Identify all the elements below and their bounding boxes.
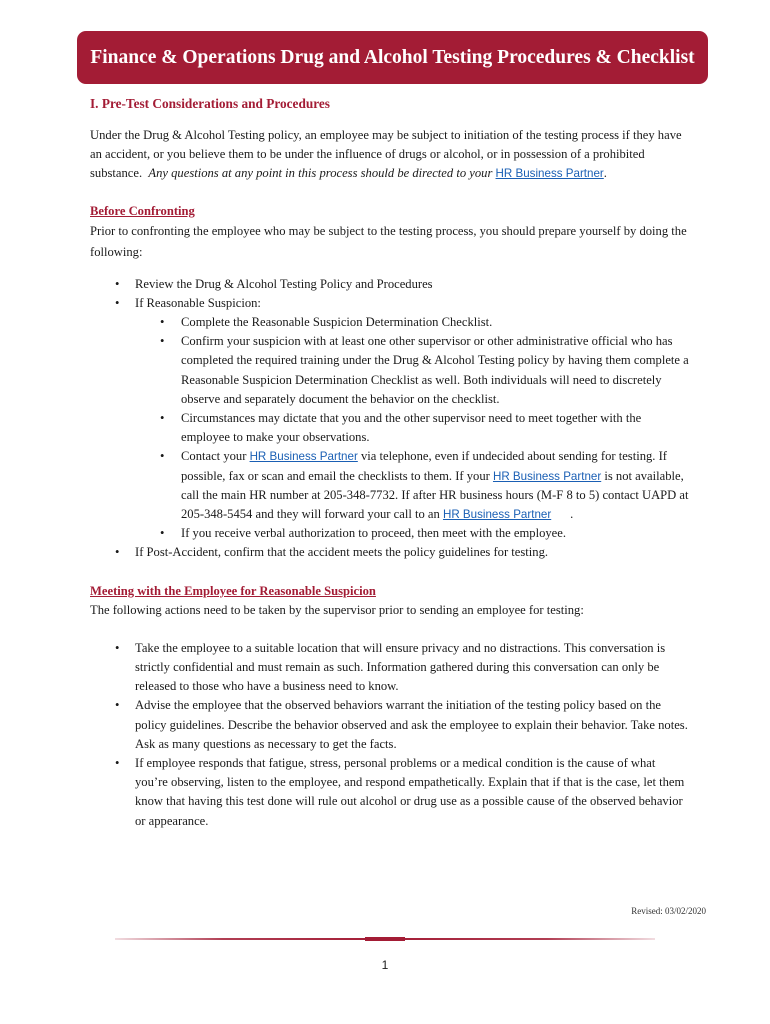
list-item: • Contact your HR Business Partner via telephone, even if undecided about sending for testing. If possible, fax or scan and email the checklists to them. If your HR Business Partner is not available, call the main HR number at 205-348-7732. If after HR business hours (M-F 8 to 5) contact UAPD at 205-348-5454 and they will forward your call to an HR Business Partner . [135, 447, 690, 524]
before-confronting-heading: Before Confronting [90, 203, 195, 218]
intro-text: Under the Drug & Alcohol Testing policy, an employee may be subject to initiation of the testing process if they have an accident, or you believe them to be under the influence of drugs or alcohol, or in possession of a prohibited substance. [90, 128, 682, 181]
list-item: • Take the employee to a suitable location that will ensure privacy and no distractions. This conversation is strictly confidential and must remain as such. Information gathered during this conversation can only be released to those who have a business need to know. [90, 639, 690, 697]
document-body [90, 94, 690, 831]
list-item: • If Reasonable Suspicion: • Complete the Reasonable Suspicion Determination Checklist. • Confirm your suspicion with at least one other supervisor or other administrative official who has completed the required training under the Drug & Alcohol Testing policy by having them complete a Reasonable Suspicion Determination Checklist as well. Both individuals will need to discretely observe and separately document the behavior on the checklist. • Circumstances may dictate that you and the other supervisor need to meet together with the employee to make your observations. • Contact your HR Business Partner via telephone, even if undecided about sending for testing. If possible, fax or scan and email the checklists to them. If your HR Business Partner is not available, call the main HR number at 205-348-7732. If after HR business hours (M-F 8 to 5) contact UAPD at 205-348-5454 and they will forward your call to an HR Business Partner . • If you receive verbal authorization to proceed, then meet with the employee. [90, 294, 690, 544]
intro-paragraph [90, 126, 690, 184]
list-item: • Circumstances may dictate that you and the other supervisor need to meet together with the employee to make your observations. [135, 409, 690, 447]
hr-business-partner-link[interactable]: HR Business Partner [442, 508, 552, 522]
footer-divider [115, 937, 655, 941]
revised-date: Revised: 03/02/2020 [631, 906, 706, 916]
list-item: • Complete the Reasonable Suspicion Determination Checklist. [135, 313, 690, 332]
list-item: • Review the Drug & Alcohol Testing Policy and Procedures [90, 275, 690, 294]
list-item: • Advise the employee that the observed behaviors warrant the initiation of the testing policy based on the policy guidelines. Describe the behavior observed and ask the employee to explain their behavior. Take notes. Ask as many questions as necessary to get the facts. [90, 696, 690, 754]
list-item: • If employee responds that fatigue, stress, personal problems or a medical condition is the cause of what you’re observing, listen to the employee, and respond empathetically. Explain that if that is the case, let them know that having this test done will rule out alcohol or drug use as a possible cause of the observed behavior or appearance. [90, 754, 690, 831]
intro-italic: Any questions at any point in this process should be directed to your [148, 166, 493, 181]
list-item: • Confirm your suspicion with at least one other supervisor or other administrative official who has completed the required training under the Drug & Alcohol Testing policy by having them complete a Reasonable Suspicion Determination Checklist as well. Both individuals will need to discretely observe and separately document the behavior on the checklist. [135, 332, 690, 409]
before-confronting-list [90, 275, 690, 563]
title-banner [77, 31, 708, 84]
hr-business-partner-link[interactable]: HR Business Partner [495, 167, 604, 181]
intro-end: . [603, 166, 607, 181]
list-item: • If Post-Accident, confirm that the accident meets the policy guidelines for testing. [90, 543, 690, 562]
meeting-list [90, 639, 690, 831]
meeting-text: The following actions need to be taken by the supervisor prior to sending an employee for testing: [90, 602, 584, 617]
meeting-heading: Meeting with the Employee for Reasonable Suspicion [90, 583, 376, 598]
section-heading: I. Pre-Test Considerations and Procedures [90, 96, 330, 111]
page-number: 1 [381, 958, 389, 972]
before-confronting-text: Prior to confronting the employee who may be subject to the testing process, you should prepare yourself by doing the following: [90, 223, 687, 259]
reasonable-suspicion-sublist [90, 313, 690, 543]
document-title: Finance & Operations Drug and Alcohol Testing Procedures & Checklist [90, 46, 695, 68]
hr-business-partner-link[interactable]: HR Business Partner [492, 469, 602, 483]
list-item: • If you receive verbal authorization to proceed, then meet with the employee. [135, 524, 690, 543]
hr-business-partner-link[interactable]: HR Business Partner [249, 450, 358, 464]
